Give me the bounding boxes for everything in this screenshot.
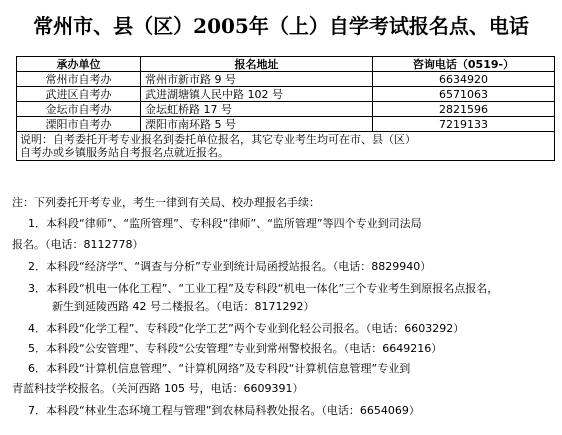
note-item-1-line1: 1．本科段“律师”、“监所管理”、专科段“律师”、“监所管理”等四个专业到司法局 xyxy=(28,217,422,230)
unit-cell: 常州市自考办 xyxy=(17,72,141,87)
note-line: 自考办或乡镇服务站自考报名点就近报名。 xyxy=(20,146,229,159)
note-item-4: 4．本科段“化学工程”、专科段“化学工艺”两个专业到化轻公司报名。（电话：6603292） xyxy=(28,322,465,335)
address-cell: 金坛虹桥路 17 号 xyxy=(141,102,373,117)
note-item-2: 2．本科段“经济学”、“调查与分析”专业到统计局函授站报名。（电话：8829940） xyxy=(28,260,432,273)
table-row xyxy=(17,72,555,87)
notes-intro: 注：下列委托开考专业，考生一律到有关局、校办理报名手续： xyxy=(12,196,320,209)
phone-cell: 7219133 xyxy=(373,117,555,132)
note-item-6-line1: 6．本科段“计算机信息管理”、“计算机网络”及专科段“计算机信息管理”专业到 xyxy=(28,362,411,375)
header-phone: 咨询电话（0519-） xyxy=(373,57,555,72)
note-item-3-line2: 新生到延陵西路 42 号二楼报名。（电话：8171292） xyxy=(52,300,315,313)
registration-table xyxy=(16,56,555,161)
phone-cell: 2821596 xyxy=(373,102,555,117)
note-line: 说明：自考委托开考专业报名到委托单位报名，其它专业考生均可在市、县（区） xyxy=(20,133,416,146)
note-item-5: 5．本科段“公安管理”、专科段“公安管理”专业到常州警校报名。（电话：6649216） xyxy=(28,342,443,355)
note-item-6-line2: 青蓝科技学校报名。（关河西路 105 号，电话：6609391） xyxy=(12,382,304,395)
phone-cell: 6634920 xyxy=(373,72,555,87)
phone-cell: 6571063 xyxy=(373,87,555,102)
note-item-7: 7．本科段“林业生态环境工程与管理”到农林局科教处报名。（电话：6654069） xyxy=(28,404,420,417)
table-header-row xyxy=(17,57,555,72)
note-item-1-line2: 报名。（电话：8112778） xyxy=(12,238,144,251)
page-title: 常州市、县（区）2005年（上）自学考试报名点、电话 xyxy=(33,14,529,38)
table-row xyxy=(17,117,555,132)
table-note xyxy=(17,132,555,161)
note-item-3-line1: 3．本科段“机电一体化工程”、“工业工程”及专科段“机电一体化”三个专业考生到原报名点报名， xyxy=(28,282,499,295)
table-note-row xyxy=(17,132,555,161)
header-unit: 承办单位 xyxy=(17,57,141,72)
unit-cell: 金坛市自考办 xyxy=(17,102,141,117)
address-cell: 武进湖塘镇人民中路 102 号 xyxy=(141,87,373,102)
header-address: 报名地址 xyxy=(141,57,373,72)
address-cell: 常州市新市路 9 号 xyxy=(141,72,373,87)
address-cell: 溧阳市南环路 5 号 xyxy=(141,117,373,132)
table-row xyxy=(17,87,555,102)
unit-cell: 武进区自考办 xyxy=(17,87,141,102)
unit-cell: 溧阳市自考办 xyxy=(17,117,141,132)
table-row xyxy=(17,102,555,117)
